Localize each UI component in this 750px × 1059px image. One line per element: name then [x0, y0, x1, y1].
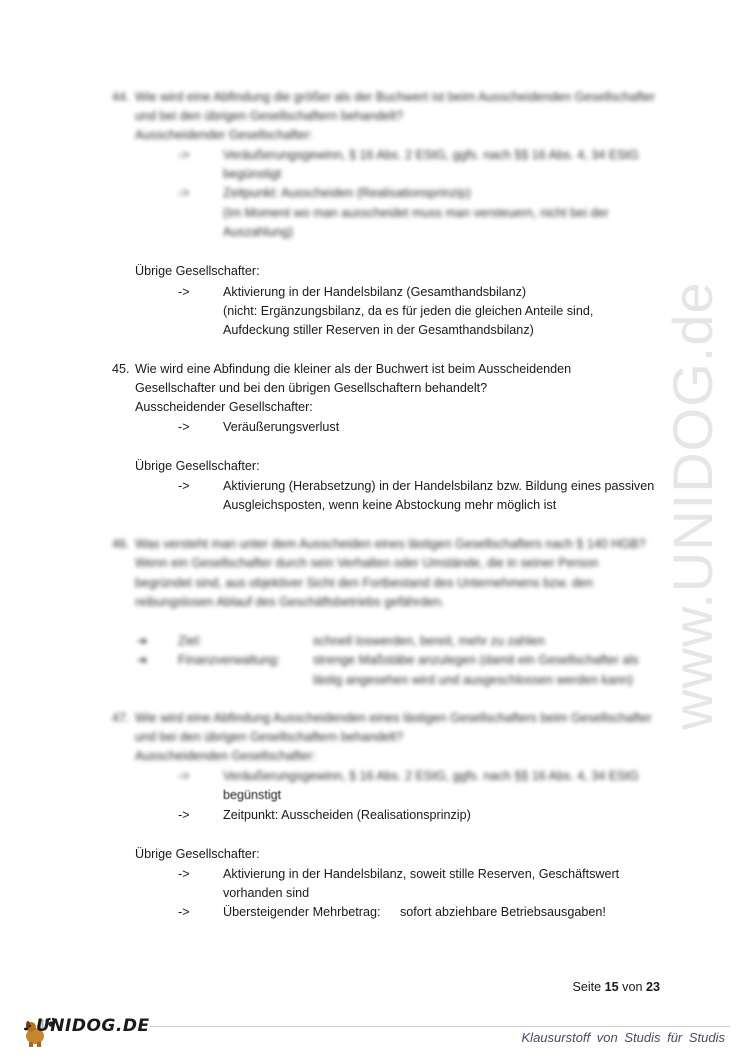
- arrow: ➔: [137, 653, 148, 667]
- question-text: Wie wird eine Abfindung Ausscheidenden eines lästigen Gesellschafters beim Gesellschafter: [135, 711, 652, 725]
- question-text: Was versteht man unter dem Ausscheiden eines lästigen Gesellschafters nach § 140 HGB?: [135, 537, 646, 551]
- arrow: ->: [178, 186, 190, 200]
- answer-text: begünstigt: [223, 788, 282, 802]
- answer-text: reibungslosen Ablauf des Geschäftsbetriebs gefährden.: [135, 595, 445, 609]
- answer-text: Aufdeckung stiller Reserven in der Gesamthandsbilanz): [223, 323, 534, 337]
- answer-text: begründet sind, aus objektiver Sicht den Fortbestand des Unternehmens bzw. den: [135, 576, 593, 590]
- answer-text: vorhanden sind: [223, 886, 310, 900]
- answer-text: Aktivierung (Herabsetzung) in der Handelsbilanz bzw. Bildung eines passiven: [223, 479, 655, 493]
- footer-divider: [150, 1026, 730, 1027]
- answer-text: Auszahlung): [223, 225, 294, 239]
- arrow: ->: [178, 479, 190, 493]
- question-text: und bei den übrigen Gesellschaftern behandelt?: [135, 109, 404, 123]
- question-number: 45.: [112, 362, 130, 376]
- arrow: ->: [178, 148, 190, 162]
- question-text: Wie wird eine Abfindung die kleiner als der Buchwert ist beim Ausscheidenden: [135, 362, 572, 376]
- section-label: Übrige Gesellschafter:: [135, 459, 260, 473]
- answer-text: Veräußerungsverlust: [223, 420, 340, 434]
- answer-text: (nicht: Ergänzungsbilanz, da es für jeden die gleichen Anteile sind,: [223, 304, 594, 318]
- arrow: ->: [178, 420, 190, 434]
- page-total: 23: [645, 980, 660, 994]
- answer-key: Übersteigender Mehrbetrag:: [223, 905, 381, 919]
- arrow: ->: [178, 285, 190, 299]
- question-text: Gesellschafter und bei den übrigen Gesellschaftern behandelt?: [135, 381, 488, 395]
- section-label: Ausscheidender Gesellschafter:: [135, 400, 313, 414]
- arrow: ->: [178, 905, 190, 919]
- page-current: 15: [604, 980, 619, 994]
- bullet-key: Finanzverwaltung:: [178, 653, 281, 667]
- answer-text: Veräußerungsgewinn, § 16 Abs. 2 EStG, ggfs. nach §§ 16 Abs. 4, 34 EStG: [223, 148, 639, 162]
- bullet-value: strenge Maßstäbe anzulegen (damit ein Gesellschafter als: [313, 653, 639, 667]
- page-number: [572, 980, 660, 994]
- answer-text: Zeitpunkt: Ausscheiden (Realisationsprinzip): [223, 186, 471, 200]
- section-label: Ausscheidender Gesellschafter:: [135, 128, 313, 142]
- bullet-value: schnell loswerden, bereit, mehr zu zahlen: [313, 634, 545, 648]
- bullet-value: lästig angesehen wird und ausgeschlossen werden kann): [313, 673, 633, 687]
- question-text: und bei den übrigen Gesellschaftern behandelt?: [135, 730, 404, 744]
- answer-text: Aktivierung in der Handelsbilanz (Gesamthandsbilanz): [223, 285, 527, 299]
- bullet-key: Ziel:: [178, 634, 202, 648]
- section-label: Ausscheidenden Gesellschafter:: [135, 749, 316, 763]
- answer-text: Zeitpunkt: Ausscheiden (Realisationsprinzip): [223, 808, 471, 822]
- answer-text: Aktivierung in der Handelsbilanz, soweit stille Reserven, Geschäftswert: [223, 867, 620, 881]
- question-number: 47.: [112, 711, 130, 725]
- page-of: von: [622, 980, 643, 994]
- question-text: Wie wird eine Abfindung die größer als der Buchwert ist beim Ausscheidenden Gesellschafter: [135, 90, 656, 104]
- tagline: Klausurstoff von Studis für Studis: [521, 1030, 725, 1045]
- page-word: Seite: [572, 980, 602, 994]
- arrow: ->: [178, 808, 190, 822]
- section-label: Übrige Gesellschafter:: [135, 847, 260, 861]
- answer-text: sofort abziehbare Betriebsausgaben!: [400, 905, 606, 919]
- arrow: ->: [178, 769, 190, 783]
- answer-text: (Im Moment wo man ausscheidet muss man versteuern, nicht bei der: [223, 206, 609, 220]
- arrow: ->: [178, 867, 190, 881]
- watermark: www.UNIDOG.de: [661, 281, 724, 730]
- section-label: Übrige Gesellschafter:: [135, 264, 260, 278]
- answer-text: Wenn ein Gesellschafter durch sein Verhalten oder Umstände, die in seiner Person: [135, 556, 599, 570]
- arrow: ➔: [137, 634, 148, 648]
- question-number: 44.: [112, 90, 130, 104]
- answer-text: begünstigt: [223, 167, 282, 181]
- logo-text: UNIDOG.DE: [36, 1016, 150, 1036]
- answer-text: Veräußerungsgewinn, § 16 Abs. 2 EStG, ggfs. nach §§ 16 Abs. 4, 34 EStG: [223, 769, 639, 783]
- answer-text: Ausgleichsposten, wenn keine Abstockung mehr möglich ist: [223, 498, 557, 512]
- question-number: 46.: [112, 537, 130, 551]
